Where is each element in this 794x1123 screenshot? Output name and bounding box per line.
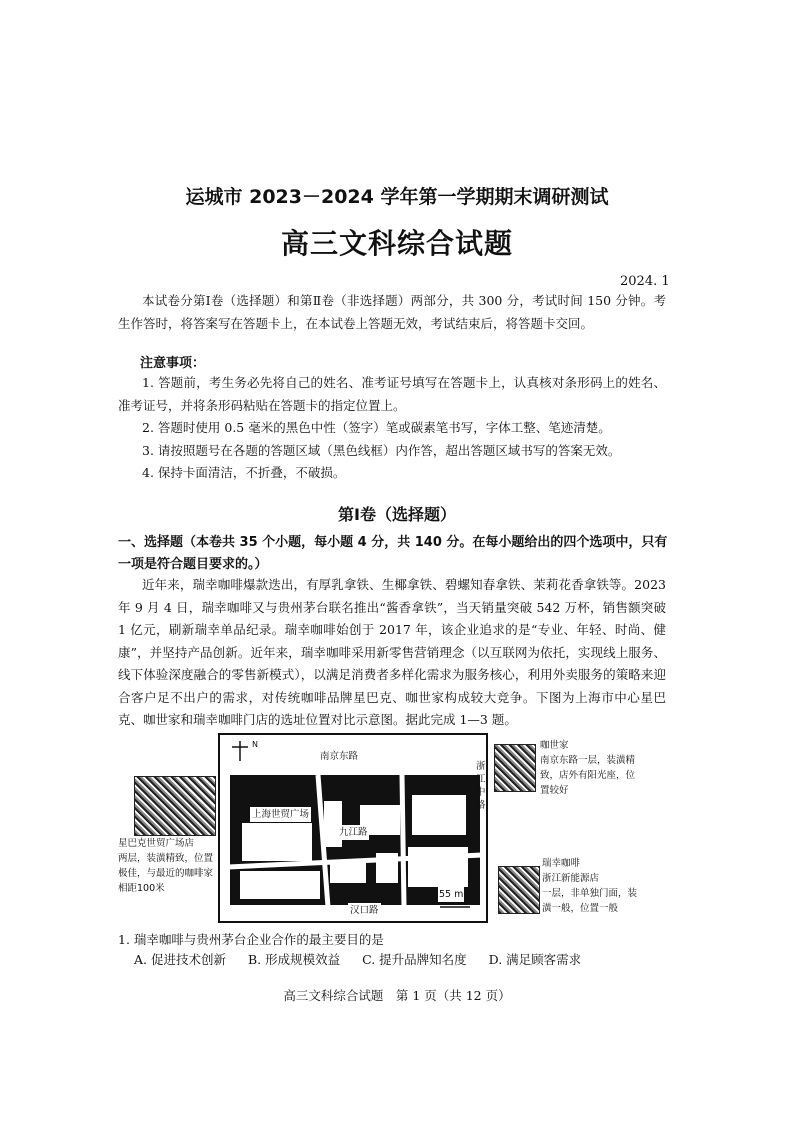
option-d: D. 满足顾客需求: [488, 952, 582, 967]
question-1-stem: 1. 瑞幸咖啡与贵州茅台企业合作的最主要目的是: [118, 932, 384, 947]
luckin-line: 浙江新能源店: [542, 873, 600, 884]
square-label: 上海世贸广场: [252, 809, 310, 820]
option-c: C. 提升品牌知名度: [362, 952, 467, 967]
location-map: [218, 733, 488, 923]
question-1-options: [134, 950, 599, 968]
option-b: B. 形成规模效益: [247, 952, 341, 967]
starbucks-line: 相距100米: [118, 883, 165, 894]
option-a: A. 促进技术创新: [134, 952, 226, 967]
costa-line: 南京东路一层，装潢精: [540, 755, 636, 766]
luckin-name: 瑞幸咖啡: [542, 858, 581, 869]
road-label-mid: 九江路: [339, 827, 368, 838]
starbucks-line: 极佳，与最近的咖啡家: [118, 868, 214, 879]
scale-label: 55 m: [439, 889, 464, 900]
costa-line: 致，店外有阳光座，位: [540, 770, 636, 781]
exam-intro: 本试卷分第Ⅰ卷（选择题）和第Ⅱ卷（非选择题）两部分，共 300 分，考试时间 150 分钟。考生作答时，将答案写在答题卡上，在本试卷上答题无效，考试结束后，将答题卡交回。: [118, 293, 666, 331]
notice-item: 3. 请按照题号在各题的答题区域（黑色线框）内作答，超出答题区域书写的答案无效。: [142, 442, 621, 458]
starbucks-line: 两层，装潢精致，位置: [118, 853, 214, 864]
notice-item: 1. 答题前，考生务必先将自己的姓名、准考证号填写在答题卡上，认真核对条形码上的姓名、准考证号，并将条形码粘贴在答题卡的指定位置上。: [118, 375, 666, 413]
costa-line: 置较好: [540, 785, 569, 796]
luckin-line: 潢一般，位置一般: [542, 903, 619, 914]
luckin-line: 一层，非单独门面，装: [542, 888, 638, 899]
road-label-top: 南京东路: [320, 751, 359, 762]
starbucks-name: 星巴克世贸广场店: [118, 838, 195, 849]
starbucks-photo: [134, 776, 216, 836]
costa-callout: [540, 738, 670, 798]
costa-photo: [494, 744, 536, 792]
section-title: 第Ⅰ卷（选择题）: [338, 505, 456, 524]
page-footer: 高三文科综合试题 第 1 页（共 12 页）: [283, 988, 511, 1003]
passage-text: 近年来，瑞幸咖啡爆款迭出，有厚乳拿铁、生椰拿铁、碧螺知春拿铁、茉莉花香拿铁等。2023 年 9 月 4 日，瑞幸咖啡又与贵州茅台联名推出“酱香拿铁”，当天销量突破 542 万杯，销售额突破 1 亿元，刷新瑞幸单品纪录。瑞幸咖啡始创于 2017 年，该企业追求的是“专业、年轻、时尚、健康”，并坚持产品创新。近年来，瑞幸咖啡采用新零售营销理念（以互联网为依托，实现线上服务、线下体验深度融合的零售新模式），以满足消费者多样化需求为服务核心，利用外卖服务的策略来迎合客户足不出户的需求，对传统咖啡品牌星巴克、咖世家构成较大竞争。下图为上海市中心星巴克、咖世家和瑞幸咖啡门店的选址位置对比示意图。据此完成 1—3 题。: [118, 577, 666, 727]
notice-list: [118, 372, 666, 485]
building-block: [408, 847, 468, 887]
building-block: [324, 801, 342, 847]
exam-date: 2024. 1: [620, 274, 670, 289]
notice-heading: 注意事项：: [140, 356, 206, 371]
section-instruction: 一、选择题（本卷共 35 个小题，每小题 4 分，共 140 分。在每小题给出的四个选项中，只有一项是符合题目要求的。）: [118, 535, 668, 572]
road-label-right: 浙江中路: [476, 761, 486, 811]
exam-subject: 高三文科综合试题: [280, 227, 513, 260]
notice-item: 2. 答题时使用 0.5 毫米的黑色中性（签字）笔或碳素笔书写，字体工整、笔迹清楚。: [142, 420, 611, 435]
square-block: [242, 823, 312, 861]
north-label: N: [252, 740, 258, 749]
building-block: [330, 863, 366, 883]
building-block: [412, 795, 466, 835]
starbucks-callout: [118, 836, 228, 896]
costa-name: 咖世家: [540, 740, 569, 751]
luckin-callout: [542, 856, 672, 916]
building-block: [240, 871, 320, 899]
exam-title: 运城市 2023－2024 学年第一学期期末调研测试: [185, 186, 609, 208]
reading-passage: [118, 574, 666, 732]
luckin-photo: [498, 866, 540, 914]
road-label-bottom: 汉口路: [350, 905, 379, 916]
notice-item: 4. 保持卡面清洁，不折叠，不破损。: [142, 465, 346, 480]
road-line: [402, 775, 404, 907]
